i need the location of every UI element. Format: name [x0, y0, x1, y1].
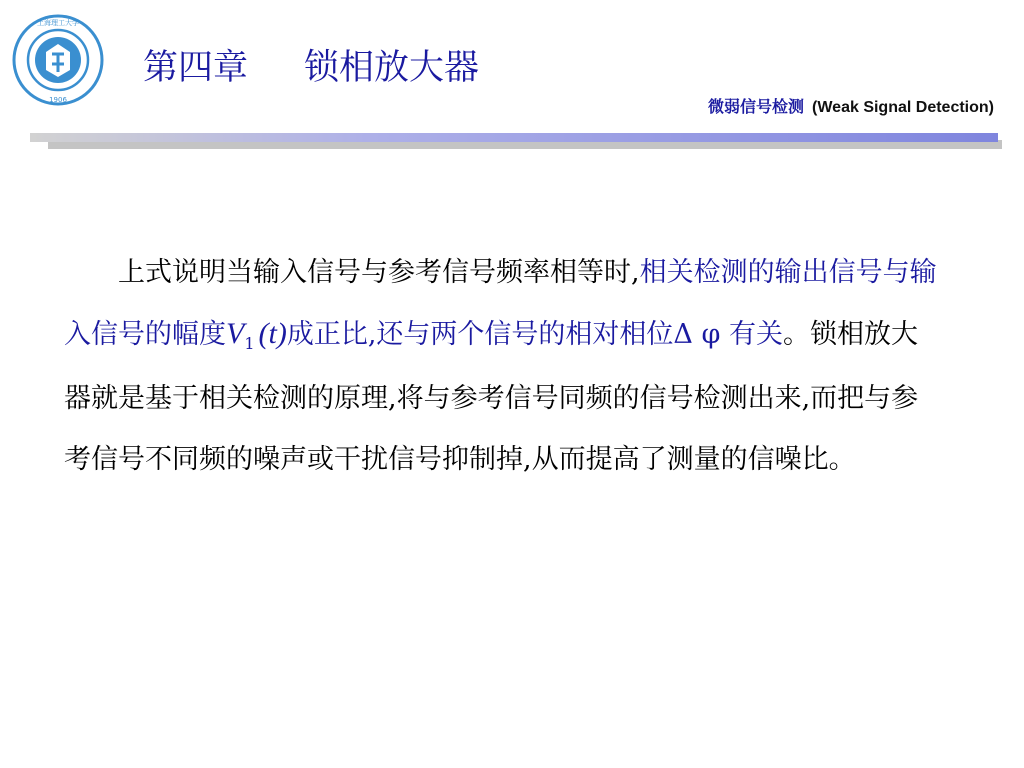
- university-logo: [12, 14, 104, 106]
- paragraph-highlight-1: 相关检测的输出信号与输入信号的幅度: [64, 257, 937, 350]
- paragraph-highlight-2: 成正比,还与两个信号的相对相位Δ φ 有关: [286, 319, 783, 350]
- paragraph-part-1: 上式说明当输入信号与参考信号频率相等时,: [118, 257, 640, 288]
- amplitude-argument: (t): [258, 317, 287, 350]
- logo-year: 1906: [49, 96, 67, 104]
- chapter-label: 第四章: [143, 48, 249, 88]
- course-name: [708, 98, 994, 118]
- amplitude-symbol: V: [226, 317, 245, 350]
- logo-lettering: 上海理工大学: [37, 19, 79, 27]
- course-name-zh: 微弱信号检测: [708, 99, 805, 116]
- course-name-en: (Weak Signal Detection): [812, 99, 994, 116]
- body-paragraph: [64, 242, 944, 490]
- header-rule: [30, 133, 998, 142]
- chapter-title: [143, 48, 479, 88]
- chapter-name: 锁相放大器: [304, 48, 480, 88]
- amplitude-subscript: 1: [244, 334, 255, 353]
- paragraph-part-4: 。锁相放大器就是基于相关检测的原理,将与参考信号同频的信号检测出来,而把与参考信号不同频的噪声或干扰信号抑制掉,从而提高了测量的信噪比。: [64, 319, 919, 475]
